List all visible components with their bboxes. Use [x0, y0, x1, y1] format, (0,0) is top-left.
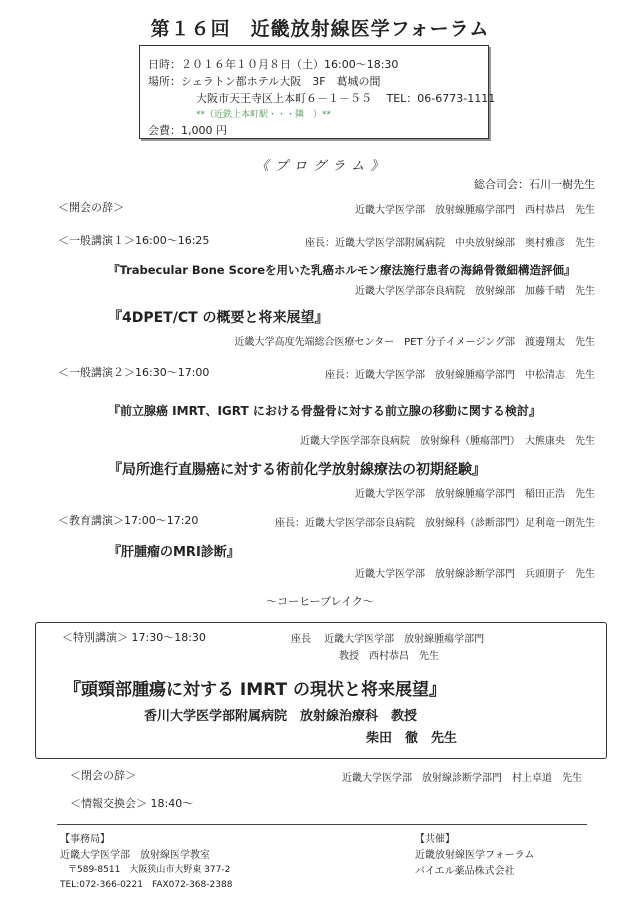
moderator: 総合司会：石川一樹先生	[474, 178, 595, 191]
general1-talk2-title: 『4DPET/CT の概要と将来展望』	[108, 310, 329, 326]
coffee-break: ～コーヒーブレイク～	[266, 595, 374, 608]
general2-talk2-title: 『局所進行直腸癌に対する術前化学放射線療法の初期経験』	[108, 462, 486, 478]
sponsor-label: 【共催】	[415, 834, 455, 845]
office-name: 近畿大学医学部 放射線医学教室	[60, 850, 210, 861]
special-chair-line1: 座長 近畿大学医学部 放射線腫瘍学部門	[291, 634, 485, 645]
general1-talk2-speaker: 近畿大学高度先端総合医療センター PET 分子イメージング部 渡邊翔太 先生	[234, 337, 595, 348]
general1-talk1-speaker: 近畿大学医学部奈良病院 放射線部 加藤千晴 先生	[355, 286, 595, 297]
office-label: 【事務局】	[60, 834, 110, 845]
general1-chair: 座長：近畿大学医学部附属病院 中央放射線部 奥村雅彦 先生	[305, 238, 595, 249]
office-address: 〒589-8511 大阪狭山市大野東 377-2	[68, 865, 231, 875]
opening-label: ＜開会の辞＞	[58, 201, 124, 214]
special-talk-title: 『頭頸部腫瘍に対する IMRT の現状と将来展望』	[64, 680, 447, 700]
event-info-box	[139, 45, 496, 139]
opening-speaker: 近畿大学医学部 放射線腫瘍学部門 西村恭昌 先生	[355, 205, 595, 216]
special-speaker: 柴田 徹 先生	[366, 731, 458, 746]
special-label: ＜特別講演＞ 17:30～18:30	[62, 631, 206, 644]
event-access: **（近鉄上本町駅・・・隣 ）**	[196, 110, 332, 120]
sponsor-company: バイエル薬品株式会社	[415, 866, 515, 877]
general1-label: ＜一般講演１＞16:00～16:25	[58, 234, 210, 247]
special-chair-line2: 教授 西村恭昌 先生	[339, 651, 439, 662]
special-lecture-box	[35, 622, 607, 759]
exchange-label: ＜情報交換会＞ 18:40～	[70, 797, 194, 810]
footer-divider	[57, 824, 587, 825]
event-venue: 場所：シェラトン都ホテル大阪 3F 葛城の間	[148, 75, 381, 88]
education-label: ＜教育講演＞17:00～17:20	[58, 514, 199, 527]
event-address: 大阪市天王寺区上本町６－１－５５ TEL：06-6773-1111	[196, 92, 496, 105]
general2-talk2-speaker: 近畿大学医学部 放射線腫瘍学部門 稲田正浩 先生	[355, 489, 595, 500]
general2-label: ＜一般講演２＞16:30～17:00	[58, 366, 210, 379]
education-talk-title: 『肝腫瘤のMRI診断』	[108, 545, 240, 560]
general2-talk1-speaker: 近畿大学医学部奈良病院 放射線科（腫瘍部門） 大熊康央 先生	[300, 436, 595, 447]
general2-talk1-title: 『前立腺癌 IMRT、IGRT における骨盤骨に対する前立腺の移動に関する検討』	[108, 404, 541, 418]
closing-speaker: 近畿大学医学部 放射線診断学部門 村上卓道 先生	[342, 773, 582, 784]
education-chair: 座長：近畿大学医学部奈良病院 放射線科（診断部門）足利竜一朗先生	[275, 518, 595, 529]
office-phone: TEL:072-366-0221 FAX072-368-2388	[60, 880, 233, 890]
education-talk-speaker: 近畿大学医学部 放射線診断学部門 兵頭朋子 先生	[355, 569, 595, 580]
event-fee: 会費：1,000 円	[148, 124, 227, 137]
event-date: 日時：２０１６年１０月８日（土）16:00～18:30	[148, 58, 399, 71]
sponsor-forum: 近畿放射線医学フォーラム	[415, 850, 535, 861]
closing-label: ＜閉会の辞＞	[70, 769, 136, 782]
special-affiliation: 香川大学医学部附属病院 放射線治療科 教授	[144, 709, 418, 724]
general2-chair: 座長：近畿大学医学部 放射線腫瘍学部門 中松清志 先生	[325, 370, 595, 381]
page-title: 第１６回 近畿放射線医学フォーラム	[150, 18, 490, 40]
general1-talk1-title: 『Trabecular Bone Scoreを用いた乳癌ホルモン療法施行患者の海綿骨微細構造評価』	[108, 263, 576, 277]
program-heading: 《 プ ロ グ ラ ム 》	[255, 159, 385, 174]
